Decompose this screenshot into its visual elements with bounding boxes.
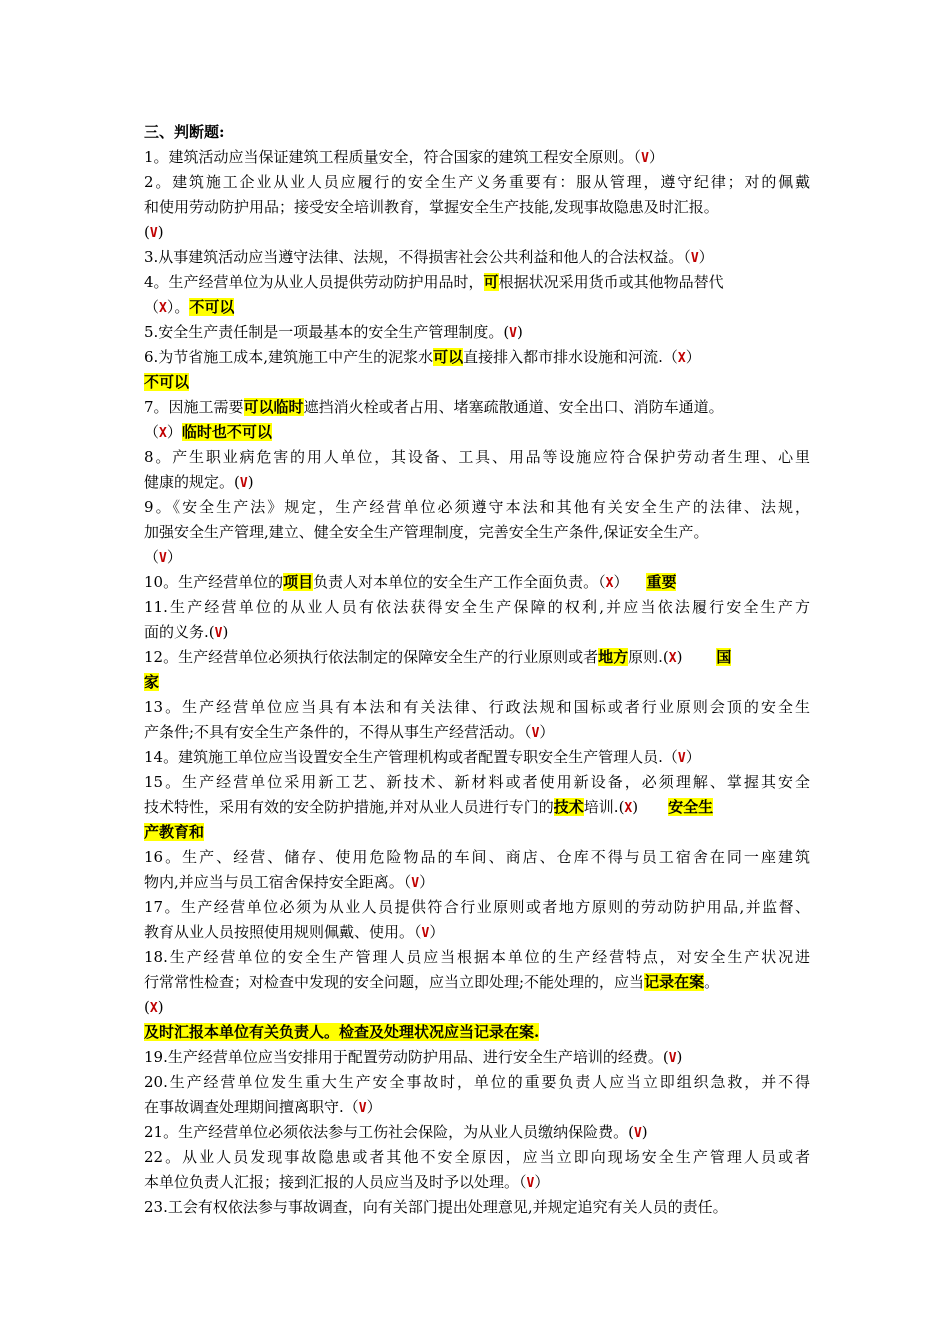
answer-mark: V [159,551,167,566]
answer-mark: V [358,1101,367,1116]
question-18-line-3: (X) [144,998,164,1016]
question-16-line-2: 物内,并应当与员工宿舍保持安全距离。（V） [144,873,435,891]
answer-mark: V [239,476,248,491]
question-17-line-1: 17。生产经营单位必须为从业人员提供符合行业原则或者地方原则的劳动防护用品,并监督、 [144,898,810,916]
question-12-line-1: 12。生产经营单位必须执行依法制定的保障安全生产的行业原则或者地方原则.(X) 国 [144,648,732,666]
question-18-line-1: 18.生产经营单位的安全生产管理人员应当根据本单位的生产经营特点，对安全生产状况进 [144,948,810,966]
answer-mark: V [149,226,158,241]
answer-mark: V [531,726,540,741]
correction-text: 及时汇报本单位有关负责人。检查及处理状况应当记录在案. [144,1023,540,1041]
question-17-line-2: 教育从业人员按照使用规则佩戴、使用。（V） [144,923,445,941]
question-8-line-2: 健康的规定。(V) [144,473,254,491]
answer-mark: X [668,651,677,666]
question-8-line-1: 8。产生职业病危害的用人单位，其设备、工具、用品等设施应符合保护劳动者生理、心里 [144,448,810,466]
question-18-line-2: 行常常性检查；对检查中发现的安全问题，应当立即处理;不能处理的，应当记录在案。 [144,973,720,991]
question-16-line-1: 16。生产、经营、储存、使用危险物品的车间、商店、仓库不得与员工宿舍在同一座建筑 [144,848,810,866]
answer-mark: X [605,576,614,591]
highlighted-text: 技术 [553,798,584,816]
highlighted-text: 记录在案 [644,973,705,991]
question-10: 10。生产经营单位的项目负责人对本单位的安全生产工作全面负责。（X） 重要 [144,573,677,591]
correction-text: 重要 [646,573,677,591]
answer-mark: V [421,926,430,941]
correction-text: 不可以 [144,373,190,391]
question-2-line-3: (V) [144,223,164,241]
answer-mark: V [677,751,686,766]
judgment-questions-section [144,120,810,1220]
highlighted-text: 可以临时 [243,398,304,416]
question-18-line-4 [144,1020,810,1045]
question-2-line-2: 和使用劳动防护用品；接受安全培训教育，掌握安全生产技能,发现事故隐患及时汇报。 [144,198,719,216]
question-7-line-2: （X）临时也不可以 [144,423,272,441]
answer-mark: V [641,151,649,166]
question-3: 3.从事建筑活动应当遵守法律、法规，不得损害社会公共利益和他人的合法权益。（V） [144,248,714,266]
question-7-line-1: 7。因施工需要可以临时遮挡消火栓或者占用、堵塞疏散通道、安全出口、消防车通道。 [144,398,724,416]
correction-text: 临时也不可以 [181,423,272,441]
question-14: 14。建筑施工单位应当设置安全生产管理机构或者配置专职安全生产管理人员.（V） [144,748,701,766]
question-23: 23.工会有权依法参与事故调查，向有关部门提出处理意见,并规定追究有关人员的责任。 [144,1198,728,1216]
question-4-line-2: （X）。不可以 [144,298,235,316]
highlighted-text: 项目 [283,573,314,591]
question-13-line-1: 13。生产经营单位应当具有本法和有关法律、行政法规和国标或者行业原则会顶的安全生 [144,698,810,716]
question-22-line-1: 22。从业人员发现事故隐患或者其他不安全原因，应当立即向现场安全生产管理人员或者 [144,1148,810,1166]
question-6-line-1: 6.为节省施工成本,建筑施工中产生的泥浆水可以直接排入都市排水设施和河流.（X） [144,348,701,366]
question-15-line-1: 15。生产经营单位采用新工艺、新技术、新材料或者使用新设备，必须理解、掌握其安全 [144,773,810,791]
highlighted-text: 可 [483,273,499,291]
correction-text: 国 [716,648,732,666]
question-6-line-2 [144,370,810,395]
question-9-line-1: 9。《安全生产法》规定，生产经营单位必须遵守本法和其他有关安全生产的法律、法规， [144,498,810,516]
question-19: 19.生产经营单位应当安排用于配置劳动防护用品、进行安全生产培训的经费。(V) [144,1048,683,1066]
section-heading: 三、判断题: [144,123,225,141]
correction-text: 产教育和 [144,823,205,841]
highlighted-text: 地方 [598,648,629,666]
question-15-line-3 [144,820,810,845]
answer-mark: X [149,1001,158,1016]
question-13-line-2: 产条件;不具有安全生产条件的，不得从事生产经营活动。（V） [144,723,555,741]
question-9-line-3: （V） [144,548,182,566]
question-22-line-2: 本单位负责人汇报；接到汇报的人员应当及时予以处理。（V） [144,1173,550,1191]
answer-mark: X [159,426,167,441]
answer-mark: V [509,326,517,341]
answer-mark: V [633,1126,642,1141]
question-15-line-2: 技术特性，采用有效的安全防护措施,并对从业人员进行专门的技术培训.(X) 安全生 [144,798,714,816]
highlighted-text: 可以 [433,348,464,366]
question-11-line-2: 面的义务.(V) [144,623,229,641]
question-20-line-2: 在事故调查处理期间擅离职守.（V） [144,1098,382,1116]
answer-mark: V [214,626,223,641]
question-21: 21。生产经营单位必须依法参与工伤社会保险，为从业人员缴纳保险费。(V) [144,1123,648,1141]
correction-text: 不可以 [189,298,235,316]
answer-mark: X [624,801,633,816]
question-5: 5.安全生产责任制是一项最基本的安全生产管理制度。(V) [144,323,523,341]
answer-mark: V [668,1051,677,1066]
question-4-line-1: 4。生产经营单位为从业人员提供劳动防护用品时，可根据状况采用货币或其他物品替代 [144,273,724,291]
answer-mark: V [690,251,699,266]
answer-mark: V [411,876,420,891]
question-11-line-1: 11.生产经营单位的从业人员有依法获得安全生产保障的权利,并应当依法履行安全生产方 [144,598,810,616]
question-9-line-2: 加强安全生产管理,建立、健全安全生产管理制度，完善安全生产条件,保证安全生产。 [144,523,709,541]
answer-mark: X [677,351,686,366]
question-12-line-2 [144,670,810,695]
question-20-line-1: 20.生产经营单位发生重大生产安全事故时，单位的重要负责人应当立即组织急救，并不得 [144,1073,810,1091]
answer-mark: V [526,1176,535,1191]
correction-text: 安全生 [668,798,714,816]
correction-text: 家 [144,673,160,691]
answer-mark: X [159,301,167,316]
question-2-line-1: 2。建筑施工企业从业人员应履行的安全生产义务重要有：服从管理，遵守纪律；对的佩戴 [144,173,810,191]
question-1: 1。建筑活动应当保证建筑工程质量安全，符合国家的建筑工程安全原则。（V） [144,148,664,166]
